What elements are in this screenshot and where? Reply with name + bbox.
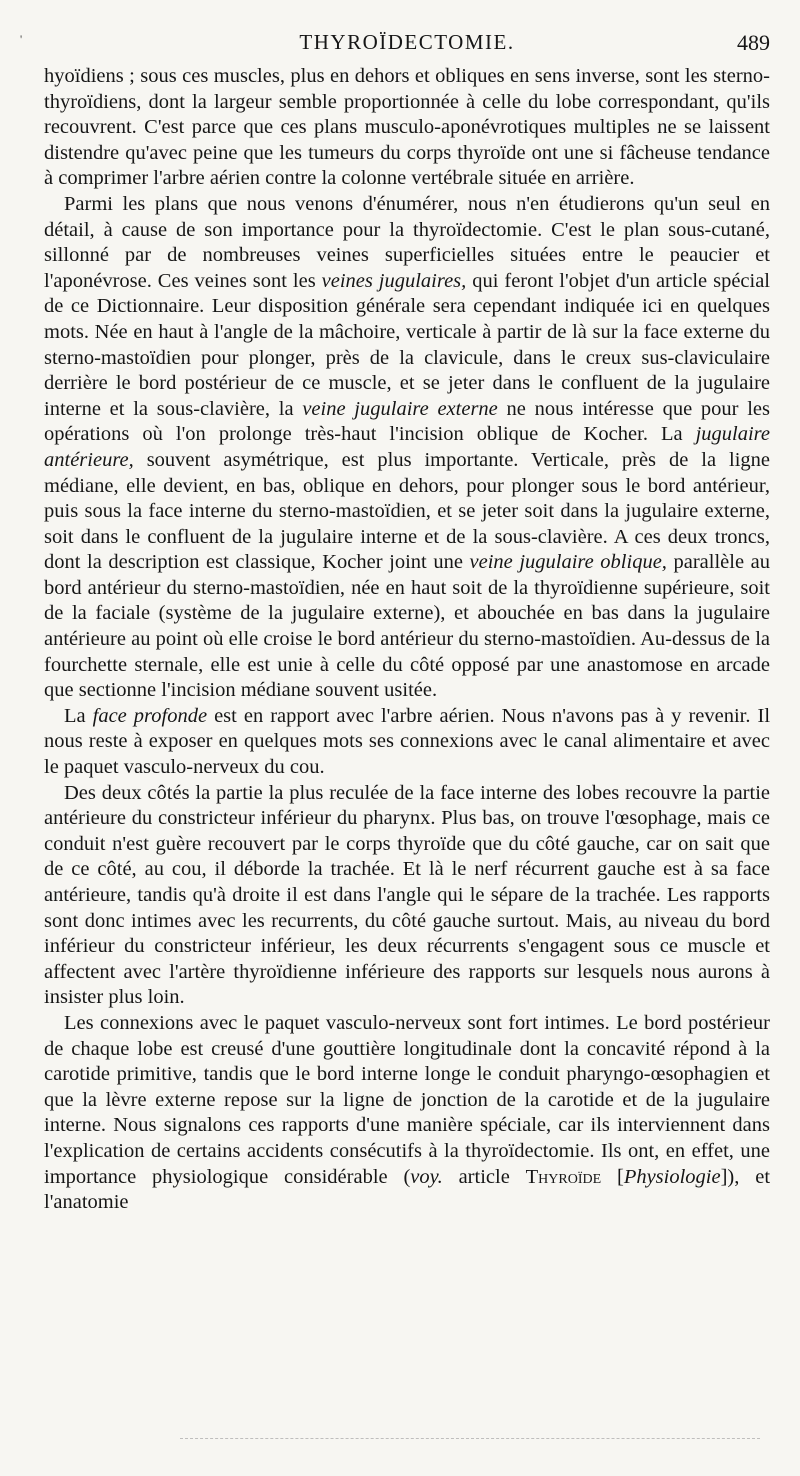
text-run: La — [64, 704, 93, 727]
small-caps-term: Thyroïde — [525, 1165, 602, 1188]
paragraph-pharynx-relations: Des deux côtés la partie la plus reculée de la face interne des lobes recouvre la partie antérieure du constricteur inférieur du pharynx. Plus bas, on trouve l'œsophage, mais ce conduit n'est guère recouvert par le corps thyroïde que du côté gauche, car on sait que de ce côté, au cou, il déborde la trachée. Et là le nerf récurrent gauche est à sa face antérieure, tandis qu'à droite il est dans l'angle qui le sépare de la trachée. Les rapports sont donc intimes avec les recurrents, du côté gauche surtout. Mais, au niveau du bord inférieur du constricteur inférieur, les deux récurrents s'engagent sous ce muscle et affectent avec l'artère thyroïdienne inférieure des rapports sur lesquels nous aurons à insister plus loin. — [44, 781, 770, 1009]
paragraph-vasculo-nervous — [44, 1011, 770, 1216]
text-run: ]), et l'anatomie — [44, 1165, 771, 1214]
italic-term: veine jugulaire externe — [302, 397, 498, 420]
text-run: [ — [601, 1165, 624, 1188]
text-run: Les connexions avec le paquet vasculo-nerveux sont fort intimes. Le bord postérieur de chaque lobe est creusé d'une gouttière longitudinale dont la concavité répond à la carotide primitive, tandis que le bord interne longe le conduit pharyngo-œsophagien et que la lèvre externe repose sur la ligne de jonction de la carotide et de la jugulaire interne. Nous signalons ces rapports d'une manière spéciale, car ils interviennent dans l'explication de certains accidents consécutifs à la thyroïdectomie. Ils ont, en effet, une importance physiologique considérable ( — [44, 1011, 770, 1188]
paragraph-deep-face — [44, 704, 770, 781]
paragraph-continuation: hyoïdiens ; sous ces muscles, plus en dehors et obliques en sens inverse, sont les sterno-thyroïdiens, dont la largeur semble proportionnée à celle du lobe correspondant, qu'ils recouvrent. C'est parce que ces plans musculo-aponévrotiques multiples ne se laissent distendre qu'avec peine que les tumeurs du corps thyroïde ont une si fâcheuse tendance à comprimer l'arbre aérien contre la colonne vertébrale située en arrière. — [44, 65, 770, 190]
italic-term: veines jugulaires, — [321, 269, 467, 292]
page-header — [20, 28, 770, 64]
running-title: THYROÏDECTOMIE. — [299, 30, 515, 54]
italic-term: jugulaire antérieure, — [44, 423, 770, 471]
italic-term: face profonde — [92, 704, 208, 727]
text-run: parallèle au bord antérieur du sterno-mastoïdien, née en haut soit de la thyroïdienne supérieure, soit de la faciale (système de la jugulaire externe), et abouchée en bas dans la jugulaire antérieure au point où elle croise le bord antérieur du sterno-mastoïdien. Au-dessus de la fourchette sternale, elle est unie à celle du côté opposé par une anastomose en arcade que sectionne l'incision médiane souvent usitée. — [44, 551, 770, 702]
text-run: souvent asymétrique, est plus importante. Verticale, près de la ligne médiane, elle devient, en bas, oblique en dehors, pour plonger sous le bord antérieur, puis sous la face interne du sterno-mastoïdien, et se jeter soit dans la jugulaire externe, soit dans le confluent de la jugulaire interne et de la sous-clavière. A ces deux troncs, dont la description est classique, Kocher joint une — [44, 448, 770, 574]
italic-term: veine jugulaire oblique, — [469, 551, 667, 574]
body-text — [44, 64, 770, 1216]
italic-term: Physiologie — [623, 1165, 721, 1188]
text-run: Parmi les plans que nous venons d'énumérer, nous n'en étudierons qu'un seul en détail, à cause de son importance pour la thyroïdectomie. C'est le plan sous-cutané, sillonné par de nombreuses veines superficielles situées entre le peaucier et l'aponévrose. Ces veines sont les — [44, 192, 770, 292]
text-run: article — [442, 1165, 526, 1188]
italic-term: voy. — [410, 1165, 443, 1188]
text-run: ne nous intéresse que pour les opérations où l'on prolonge très-haut l'incision oblique de Kocher. La — [44, 397, 771, 446]
text-run: qui feront l'objet d'un article spécial de ce Dictionnaire. Leur disposition générale sera cependant indiquée ici en quelques mots. Née en haut à l'angle de la mâchoire, verticale à partir de là sur la face externe du sterno-mastoïdien pour plonger, près de la clavicule, dans le creux sus-claviculaire derrière le bord postérieur de ce muscle, et se jeter dans le confluent de la jugulaire interne et la sous-clavière, la — [44, 269, 771, 420]
document-page — [20, 28, 771, 1216]
text-run: est en rapport avec l'arbre aérien. Nous n'avons pas à y revenir. Il nous reste à exposer en quelques mots ses connexions avec le canal alimentaire et avec le paquet vasculo-nerveux du cou. — [44, 704, 771, 779]
page-number: 489 — [737, 30, 770, 55]
print-artifact-line — [180, 1438, 760, 1441]
margin-speck: ' — [20, 32, 23, 46]
paragraph-jugular-veins — [44, 192, 770, 704]
